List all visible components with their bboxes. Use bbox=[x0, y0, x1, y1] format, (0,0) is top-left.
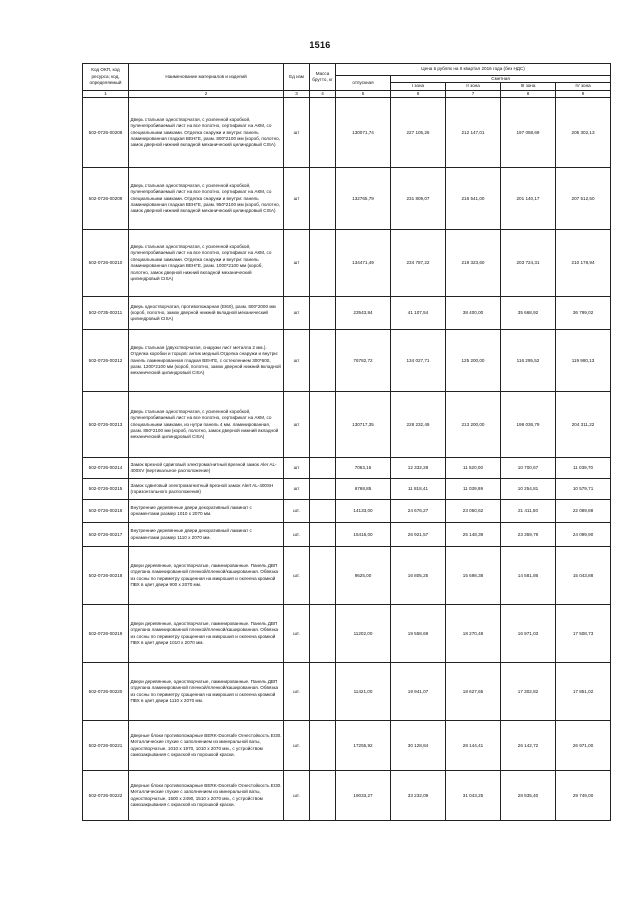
cell-unit: шт bbox=[284, 168, 310, 230]
price-table bbox=[82, 63, 611, 821]
cell-release-price: 132765,79 bbox=[336, 168, 391, 230]
column-number: 5 bbox=[336, 90, 391, 97]
cell-mass bbox=[310, 330, 336, 392]
cell-zone-3-price: 21 411,50 bbox=[501, 500, 556, 523]
cell-release-price: 6768,85 bbox=[336, 479, 391, 500]
cell-zone-1-price: 16 805,25 bbox=[391, 547, 446, 605]
table-row bbox=[83, 330, 611, 392]
cell-zone-3-price: 198 036,79 bbox=[501, 392, 556, 458]
cell-zone-3-price: 17 302,82 bbox=[501, 663, 556, 721]
cell-zone-4-price: 17 508,73 bbox=[556, 605, 611, 663]
cell-zone-4-price: 204 311,22 bbox=[556, 392, 611, 458]
cell-mass bbox=[310, 392, 336, 458]
cell-release-price: 17255,92 bbox=[336, 721, 391, 771]
cell-unit: шт bbox=[284, 98, 310, 168]
column-number: 7 bbox=[446, 90, 501, 97]
cell-zone-1-price: 234 787,22 bbox=[391, 230, 446, 297]
cell-zone-2-price: 213 200,00 bbox=[446, 392, 501, 458]
cell-zone-2-price: 15 698,38 bbox=[446, 547, 501, 605]
cell-unit: шт. bbox=[284, 605, 310, 663]
cell-code: 502-0735-00211 bbox=[83, 297, 129, 330]
cell-unit: шт. bbox=[284, 771, 310, 821]
cell-zone-3-price: 116 295,52 bbox=[501, 330, 556, 392]
table-row bbox=[83, 523, 611, 547]
table-row bbox=[83, 392, 611, 458]
header-code: Код ОКП, код ресурса; код, определяемый bbox=[83, 64, 129, 91]
cell-release-price: 7063,15 bbox=[336, 458, 391, 479]
cell-zone-1-price: 24 676,27 bbox=[391, 500, 446, 523]
cell-release-price: 76782,72 bbox=[336, 330, 391, 392]
cell-mass bbox=[310, 500, 336, 523]
cell-release-price: 130071,74 bbox=[336, 98, 391, 168]
cell-mass bbox=[310, 479, 336, 500]
cell-name: Дверь стальная одностворчатая, с усиленной коробкой, пуленепробиваемый лист на все полотно, сертификат на АКМ, со специальными замками. Отделка снаружи и внутри: панель ламинированная гладкая ВЕНГЕ, разм. 1000*2100 мм (короб, полотно, замок дверной нижний вкладной механический цилиндровый CISA) bbox=[129, 230, 284, 297]
cell-release-price: 15416,00 bbox=[336, 523, 391, 547]
cell-code: 502-0726-00210 bbox=[83, 230, 129, 297]
table-row bbox=[83, 168, 611, 230]
cell-code: 502-0726-00213 bbox=[83, 392, 129, 458]
cell-unit: шт bbox=[284, 458, 310, 479]
cell-zone-3-price: 23 359,79 bbox=[501, 523, 556, 547]
column-number: 9 bbox=[556, 90, 611, 97]
cell-zone-1-price: 41 107,54 bbox=[391, 297, 446, 330]
cell-zone-2-price: 212 147,01 bbox=[446, 98, 501, 168]
cell-code: 502-0726-00219 bbox=[83, 605, 129, 663]
column-number: 4 bbox=[310, 90, 336, 97]
cell-zone-4-price: 22 089,88 bbox=[556, 500, 611, 523]
header-release: отпускная bbox=[336, 76, 391, 91]
header-zone-3: III зона bbox=[501, 83, 556, 90]
cell-zone-1-price: 33 232,09 bbox=[391, 771, 446, 821]
cell-release-price: 11421,00 bbox=[336, 663, 391, 721]
table-row bbox=[83, 479, 611, 500]
header-price-title: Цена в рублях на II квартал 2016 года (без НДС) bbox=[336, 64, 611, 76]
table-row bbox=[83, 771, 611, 821]
header-zone-1: I зона bbox=[391, 83, 446, 90]
cell-unit: шт. bbox=[284, 500, 310, 523]
cell-unit: шт bbox=[284, 330, 310, 392]
cell-zone-2-price: 11 520,00 bbox=[446, 458, 501, 479]
cell-code: 502-0726-00221 bbox=[83, 721, 129, 771]
table-row bbox=[83, 605, 611, 663]
cell-zone-2-price: 219 323,60 bbox=[446, 230, 501, 297]
cell-zone-1-price: 26 921,57 bbox=[391, 523, 446, 547]
cell-zone-2-price: 28 144,41 bbox=[446, 721, 501, 771]
table-row bbox=[83, 458, 611, 479]
cell-code: 502-0726-00217 bbox=[83, 523, 129, 547]
table-row bbox=[83, 663, 611, 721]
cell-mass bbox=[310, 230, 336, 297]
column-number: 8 bbox=[501, 90, 556, 97]
header-zone-4: IV зона bbox=[556, 83, 611, 90]
cell-mass bbox=[310, 663, 336, 721]
column-number: 2 bbox=[129, 90, 284, 97]
cell-zone-4-price: 26 971,00 bbox=[556, 721, 611, 771]
cell-zone-3-price: 201 140,17 bbox=[501, 168, 556, 230]
cell-code: 502-0726-00215 bbox=[83, 479, 129, 500]
cell-release-price: 19033,27 bbox=[336, 771, 391, 821]
cell-release-price: 134471,49 bbox=[336, 230, 391, 297]
cell-zone-1-price: 12 332,28 bbox=[391, 458, 446, 479]
cell-unit: шт bbox=[284, 479, 310, 500]
column-number: 1 bbox=[83, 90, 129, 97]
cell-name: Дверь одностворчатая, противопожарная (EI60), разм. 800*2000 мм (короб, полотно, замок дверной нижний вкладной механический цилиндровый CISA) bbox=[129, 297, 284, 330]
cell-unit: шт. bbox=[284, 523, 310, 547]
cell-unit: шт. bbox=[284, 663, 310, 721]
cell-mass bbox=[310, 458, 336, 479]
cell-zone-3-price: 10 254,81 bbox=[501, 479, 556, 500]
table-row bbox=[83, 98, 611, 168]
cell-release-price: 23543,84 bbox=[336, 297, 391, 330]
cell-mass bbox=[310, 297, 336, 330]
cell-unit: шт bbox=[284, 230, 310, 297]
page-number: 1516 bbox=[309, 40, 331, 50]
cell-zone-4-price: 29 749,00 bbox=[556, 771, 611, 821]
cell-zone-3-price: 14 581,86 bbox=[501, 547, 556, 605]
header-unit: Ед изм bbox=[284, 64, 310, 91]
cell-code: 502-0726-00222 bbox=[83, 771, 129, 821]
cell-release-price: 9625,00 bbox=[336, 547, 391, 605]
cell-code: 502-0726-00209 bbox=[83, 168, 129, 230]
header-zone-2: II зона bbox=[446, 83, 501, 90]
cell-zone-3-price: 35 668,92 bbox=[501, 297, 556, 330]
cell-zone-3-price: 10 700,67 bbox=[501, 458, 556, 479]
cell-name: Двери деревянные, одностворчатые, ламинированные. Панель ДВП отделана ламинированной пленкой/пленкой/кашированная. Обвязка из сосны по периметру сращенная на микрошип и оклеена кромкой ПВХ в цвет двери 900 х 2070 мм. bbox=[129, 547, 284, 605]
cell-code: 502-0726-00220 bbox=[83, 663, 129, 721]
cell-zone-1-price: 19 558,69 bbox=[391, 605, 446, 663]
cell-zone-3-price: 28 835,40 bbox=[501, 771, 556, 821]
table-row bbox=[83, 547, 611, 605]
cell-zone-4-price: 36 799,02 bbox=[556, 297, 611, 330]
cell-unit: шт bbox=[284, 392, 310, 458]
cell-name: Замок сдвиговый электромагнитный врезной замок Alert AL-400SH (горизонтального расположения) bbox=[129, 479, 284, 500]
cell-zone-1-price: 231 809,07 bbox=[391, 168, 446, 230]
cell-name: Двери деревянные, одностворчатые, ламинированные. Панель ДВП отделана ламинированной пленкой/пленкой/кашированная. Обвязка из сосны по периметру сращенная на микрошип и оклеена кромкой ПВХ в цвет двери 1010 х 2070 мм. bbox=[129, 605, 284, 663]
table-row bbox=[83, 721, 611, 771]
cell-zone-2-price: 11 039,99 bbox=[446, 479, 501, 500]
cell-mass bbox=[310, 721, 336, 771]
table-row bbox=[83, 297, 611, 330]
cell-zone-1-price: 227 105,26 bbox=[391, 98, 446, 168]
cell-zone-3-price: 26 142,72 bbox=[501, 721, 556, 771]
cell-mass bbox=[310, 771, 336, 821]
cell-name: Внутренние деревянные двери декоративный ламинат с орнаментами размер 1010 х 2070 мм. bbox=[129, 500, 284, 523]
cell-mass bbox=[310, 547, 336, 605]
cell-zone-2-price: 23 050,62 bbox=[446, 500, 501, 523]
cell-code: 502-0726-00218 bbox=[83, 547, 129, 605]
cell-zone-1-price: 228 232,49 bbox=[391, 392, 446, 458]
cell-mass bbox=[310, 605, 336, 663]
cell-mass bbox=[310, 98, 336, 168]
cell-unit: шт. bbox=[284, 547, 310, 605]
cell-name: Двери деревянные, одностворчатые, ламинированные. Панель ДВП отделана ламинированной пленкой/пленкой/кашированная. Обвязка из сосны по периметру сращенная на микрошип и оклеена кромкой ПВХ в цвет двери 1110 х 2070 мм. bbox=[129, 663, 284, 721]
cell-zone-3-price: 16 971,03 bbox=[501, 605, 556, 663]
cell-zone-1-price: 30 128,84 bbox=[391, 721, 446, 771]
cell-zone-4-price: 24 099,90 bbox=[556, 523, 611, 547]
cell-code: 502-0726-00216 bbox=[83, 500, 129, 523]
cell-zone-1-price: 134 027,71 bbox=[391, 330, 446, 392]
header-estimate: Сметная bbox=[391, 76, 611, 83]
header-mass: Масса брутто, кг bbox=[310, 64, 336, 91]
cell-zone-4-price: 17 851,02 bbox=[556, 663, 611, 721]
cell-zone-4-price: 205 302,13 bbox=[556, 98, 611, 168]
cell-name: Дверь стальная (двухстворчатая, снаружи лист металла 2 мм.). Отделка коробки и торцов: антик медный.Отделка снаружи и внутри: панель ламинированная гладкая ВЕНГЕ, с остеклением 300*600, разм. 1200*2100 мм (короб, полотно, замок дверной нижний вкладной механический цилиндровый CISA) bbox=[129, 330, 284, 392]
cell-zone-4-price: 15 043,88 bbox=[556, 547, 611, 605]
cell-name: Дверные блоки противопожарные BERK-Doorsafe Огнестойкость EI30. Металлические глухие с заполнением из минеральной ваты, одностворчатые, 1500 х 2490, 1510 х 2070 мм., с устройством самозакрывания с окраской из порошкой краски. bbox=[129, 771, 284, 821]
cell-unit: шт bbox=[284, 297, 310, 330]
cell-release-price: 11202,00 bbox=[336, 605, 391, 663]
cell-code: 502-0726-00208 bbox=[83, 98, 129, 168]
cell-zone-4-price: 119 980,13 bbox=[556, 330, 611, 392]
table-row bbox=[83, 500, 611, 523]
cell-zone-1-price: 11 818,41 bbox=[391, 479, 446, 500]
cell-zone-2-price: 38 400,00 bbox=[446, 297, 501, 330]
cell-mass bbox=[310, 523, 336, 547]
cell-name: Внутренние деревянные двери декоративный ламинат с орнаментами размер 1110 х 2070 мм. bbox=[129, 523, 284, 547]
cell-release-price: 130717,35 bbox=[336, 392, 391, 458]
cell-name: Дверь стальная одностворчатая, с усиленной коробкой, пуленепробиваемый лист на все полотно, сертификат на АКМ, со специальными замками. Отделка снаружи и внутри: панель ламинированная гладкая ВЕНГЕ, разм. 800*2100 мм (короб, полотно, замок дверной нижний вкладной механический цилиндровый CISA) bbox=[129, 98, 284, 168]
column-number-row bbox=[83, 90, 611, 97]
cell-zone-2-price: 18 270,48 bbox=[446, 605, 501, 663]
cell-zone-4-price: 10 579,71 bbox=[556, 479, 611, 500]
cell-zone-2-price: 25 148,39 bbox=[446, 523, 501, 547]
cell-zone-2-price: 125 200,00 bbox=[446, 330, 501, 392]
cell-name: Дверные блоки противопожарные BERK-Doorsafe Огнестойкость EI30. Металлические глухие с заполнением из минеральной ваты, одностворчатые, 1010 х 1970, 1010 х 2070 мм., с устройством самозакрывания с окраской из порошкой краски. bbox=[129, 721, 284, 771]
cell-zone-3-price: 197 058,69 bbox=[501, 98, 556, 168]
cell-zone-4-price: 11 039,70 bbox=[556, 458, 611, 479]
header-name: Наименование материалов и изделий bbox=[129, 64, 284, 91]
cell-mass bbox=[310, 168, 336, 230]
cell-name: Дверь стальная одностворчатая, с усиленной коробкой, пуленепробиваемый лист на все полотно, сертификат на АКМ, со специальными замками. Отделка снаружи и внутри: панель ламинированная гладкая ВЕНГЕ, разм. 950*2100 мм (короб, полотно, замок дверной нижний вкладной механический цилиндровый CISA) bbox=[129, 168, 284, 230]
cell-release-price: 14133,00 bbox=[336, 500, 391, 523]
cell-unit: шт. bbox=[284, 721, 310, 771]
cell-zone-3-price: 203 724,31 bbox=[501, 230, 556, 297]
cell-code: 502-0726-00212 bbox=[83, 330, 129, 392]
column-number: 3 bbox=[284, 90, 310, 97]
cell-zone-4-price: 210 178,94 bbox=[556, 230, 611, 297]
cell-zone-4-price: 207 512,50 bbox=[556, 168, 611, 230]
cell-name: Замок врезной сдвиговый электромагнитный врезной замок Aler AL-400SV (вертикальное расположение) bbox=[129, 458, 284, 479]
table-row bbox=[83, 230, 611, 297]
cell-code: 502-0726-00214 bbox=[83, 458, 129, 479]
cell-zone-2-price: 31 043,25 bbox=[446, 771, 501, 821]
cell-zone-2-price: 216 541,00 bbox=[446, 168, 501, 230]
cell-zone-1-price: 19 941,07 bbox=[391, 663, 446, 721]
cell-name: Дверь стальная одностворчатая, с усиленной коробкой, пуленепробиваемый лист на все полотно, сертификат на АКМ, со специальными замками, из нутри панель 4 мм. ламинированная, разм. 850*2100 мм (короб, полотно, замок дверной нижний вкладной механический цилиндровый CISA) bbox=[129, 392, 284, 458]
cell-zone-2-price: 18 627,65 bbox=[446, 663, 501, 721]
column-number: 6 bbox=[391, 90, 446, 97]
